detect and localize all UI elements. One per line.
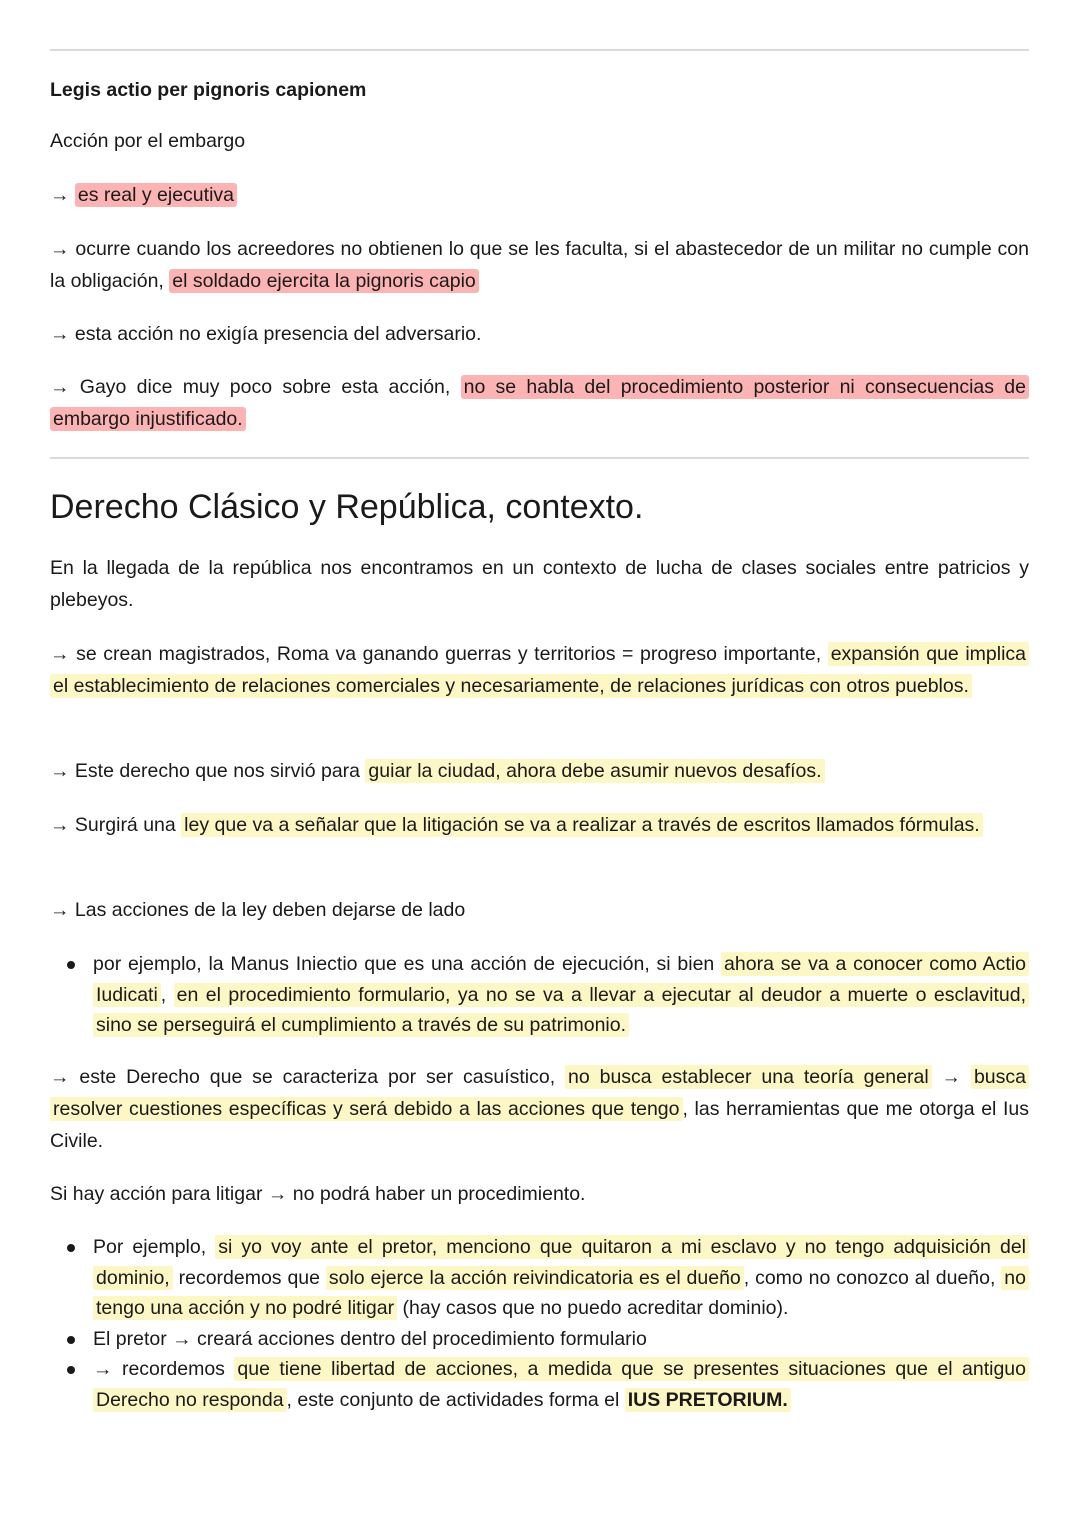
highlight-yellow: solo ejerce la acción reivindicatoria es el dueño	[326, 1266, 744, 1290]
highlight-yellow: no busca establecer una teoría general	[565, 1065, 932, 1089]
highlight-yellow: no tengo una acción y no podré litigar	[93, 1266, 1029, 1321]
highlight-yellow-bold: IUS PRETORIUM.	[625, 1388, 791, 1412]
arrow-icon: →	[50, 184, 70, 206]
bullet-item: → ocurre cuando los acreedores no obtienen lo que se les faculta, si el abastecedor de un militar no cumple con la obligación, el soldado ejercita la pignoris capio	[50, 238, 1029, 292]
arrow-icon: →	[50, 643, 70, 665]
bullet-dot-icon	[67, 1244, 75, 1252]
highlight-yellow: en el procedimiento formulario, ya no se va a llevar a ejecutar al deudor a muerte o esclavitud, sino se perseguirá el cumplimiento a través de su patrimonio.	[93, 983, 1029, 1038]
highlight-yellow: busca resolver cuestiones específicas y será debido a las acciones que tengo	[50, 1065, 1029, 1121]
paragraph: → este Derecho que se caracteriza por ser casuístico, no busca establecer una teoría general → busca resolver cuestiones específicas y será debido a las acciones que tengo , las herramientas que me otorga el Ius Civile.	[50, 1066, 1029, 1152]
bullet-list	[50, 1232, 1029, 1415]
paragraph: → se crean magistrados, Roma va ganando guerras y territorios = progreso importante, expansión que implica el establecimiento de relaciones comerciales y necesariamente, de relaciones jurídicas con otros pueblos.	[50, 638, 1029, 702]
bullet-item: → esta acción no exigía presencia del adversario.	[50, 323, 482, 345]
list-item: → recordemos que tiene libertad de acciones, a medida que se presentes situaciones que el antiguo Derecho no responda , este conjunto de actividades forma el IUS PRETORIUM.	[93, 1354, 1029, 1415]
highlight-yellow: ahora se va a conocer como Actio Iudicati	[93, 952, 1029, 1007]
arrow-icon: →	[50, 760, 70, 782]
highlight-red: es real y ejecutiva	[75, 183, 237, 207]
bullet-item: → Gayo dice muy poco sobre esta acción, no se habla del procedimiento posterior ni consecuencias de embargo injustificado.	[50, 371, 1029, 435]
divider	[50, 49, 1029, 51]
list-item: por ejemplo, la Manus Iniectio que es una acción de ejecución, si bien ahora se va a conocer como Actio Iudicati , en el procedimiento formulario, ya no se va a llevar a ejecutar al deudor a muerte o esclavitud, sino se perseguirá el cumplimiento a través de su patrimonio.	[93, 949, 1029, 1041]
arrow-icon: →	[50, 1066, 70, 1088]
section-heading: Legis actio per pignoris capionem	[50, 79, 367, 101]
highlight-yellow: si yo voy ante el pretor, menciono que quitaron a mi esclavo y no tengo adquisición del dominio,	[93, 1235, 1029, 1290]
bullet-dot-icon	[67, 961, 75, 969]
section-title: Derecho Clásico y República, contexto.	[50, 488, 644, 526]
arrow-icon: →	[50, 376, 70, 398]
arrow-icon: →	[50, 238, 70, 260]
highlight-yellow: que tiene libertad de acciones, a medida que se presentes situaciones que el antiguo Derecho no responda	[93, 1357, 1029, 1412]
bullet-item	[50, 179, 1029, 211]
highlight-yellow: ley que va a señalar que la litigación se va a realizar a través de escritos llamados fórmulas.	[181, 813, 983, 837]
paragraph: → Este derecho que nos sirvió para guiar la ciudad, ahora debe asumir nuevos desafíos.	[50, 755, 1029, 787]
paragraph: En la llegada de la república nos encontramos en un contexto de lucha de clases sociales entre patricios y plebeyos.	[50, 557, 1029, 611]
bullet-dot-icon	[67, 1336, 75, 1344]
paragraph: Si hay acción para litigar → no podrá haber un procedimiento.	[50, 1183, 586, 1205]
bullet-dot-icon	[67, 1366, 75, 1374]
divider	[50, 457, 1029, 459]
highlight-yellow: guiar la ciudad, ahora debe asumir nuevos desafíos.	[365, 759, 824, 783]
paragraph: → Surgirá una ley que va a señalar que la litigación se va a realizar a través de escritos llamados fórmulas.	[50, 809, 1029, 841]
highlight-red: no se habla del procedimiento posterior ni consecuencias de embargo injustificado.	[50, 375, 1029, 431]
section-subtitle: Acción por el embargo	[50, 130, 246, 152]
bullet-list	[50, 949, 1029, 1041]
paragraph: → Las acciones de la ley deben dejarse de lado	[50, 899, 466, 921]
arrow-icon: →	[50, 323, 70, 345]
highlight-red: el soldado ejercita la pignoris capio	[169, 269, 479, 293]
list-item: Por ejemplo, si yo voy ante el pretor, menciono que quitaron a mi esclavo y no tengo adquisición del dominio, recordemos que solo ejerce la acción reivindicatoria es el dueño , como no conozco al dueño, no tengo una acción y no podré litigar (hay casos que no puedo acreditar dominio).	[93, 1232, 1029, 1324]
list-item: El pretor → creará acciones dentro del procedimiento formulario	[93, 1324, 1029, 1355]
arrow-icon: →	[50, 814, 70, 836]
highlight-yellow: expansión que implica el establecimiento de relaciones comerciales y necesariamente, de relaciones jurídicas con otros pueblos.	[50, 642, 1029, 698]
arrow-icon: →	[50, 899, 70, 921]
